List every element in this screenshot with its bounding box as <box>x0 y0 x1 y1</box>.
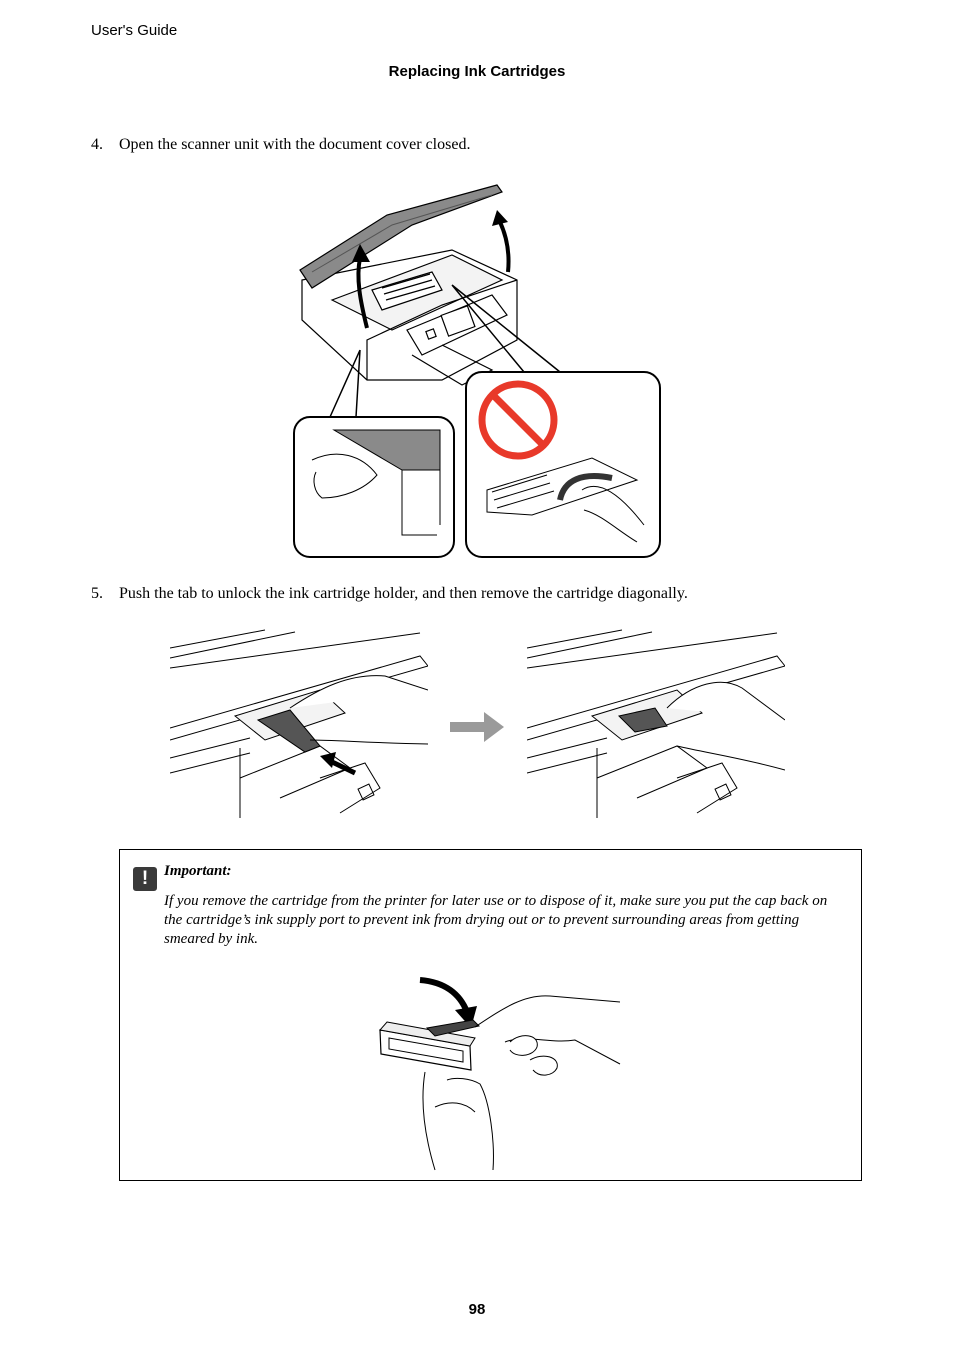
hand-icon <box>667 682 785 770</box>
step-5 <box>91 585 688 603</box>
hand-icon <box>475 996 620 1064</box>
important-title: Important: <box>164 863 232 879</box>
curved-arrow-icon <box>420 980 467 1012</box>
warning-icon: ! <box>133 867 157 891</box>
push-arrow-icon <box>320 752 336 768</box>
section-title: Replacing Ink Cartridges <box>388 63 566 80</box>
remove-cartridge-illustration <box>527 628 785 824</box>
step-number: 4. <box>91 136 103 153</box>
push-tab-illustration <box>170 628 428 824</box>
scanner-open-illustration <box>292 180 664 560</box>
step-4 <box>91 136 470 154</box>
lift-arrow-right-icon <box>500 222 509 272</box>
step-text: Push the tab to unlock the ink cartridge holder, and then remove the cartridge diagonally. <box>119 585 688 602</box>
hand-icon <box>423 1072 493 1170</box>
important-notice <box>119 849 862 1181</box>
page-number: 98 <box>468 1301 486 1318</box>
next-arrow-icon <box>450 710 506 744</box>
step-text: Open the scanner unit with the document cover closed. <box>119 136 471 153</box>
guide-title: User's Guide <box>91 22 178 39</box>
cartridge-cap-illustration <box>375 972 625 1172</box>
step-number: 5. <box>91 585 103 602</box>
important-text: If you remove the cartridge from the printer for later use or to dispose of it, make sure you put the cap back on the cartridge’s ink supply port to prevent ink from drying out or to prevent surrounding areas from getting smeared by ink. <box>164 893 828 947</box>
